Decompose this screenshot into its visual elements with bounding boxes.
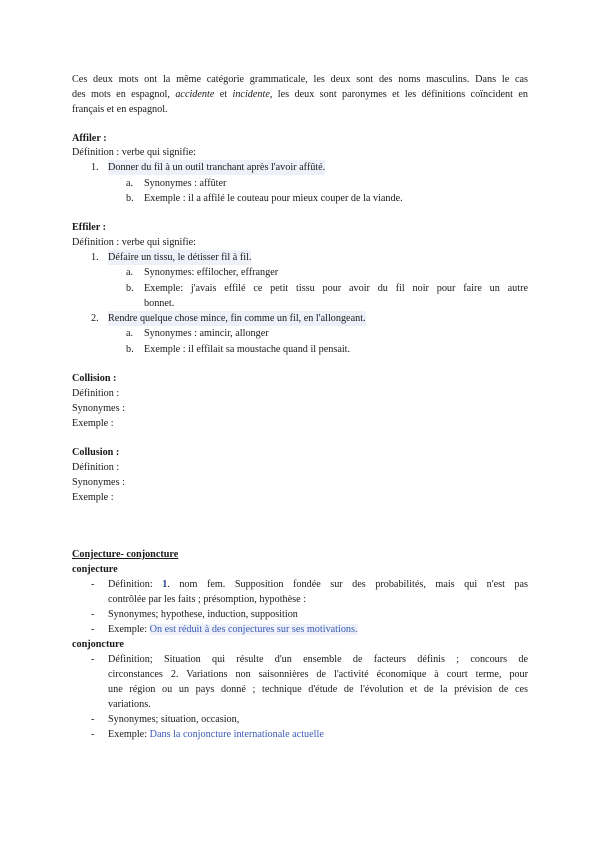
effiler-item-2-num: 2.: [91, 313, 99, 324]
conjecture-example-label: Exemple:: [108, 624, 150, 635]
intro-line-2b: et: [214, 89, 233, 100]
conjoncture-def-dash: -: [91, 654, 95, 665]
effiler-sub-1a-letter: a.: [126, 267, 134, 278]
collusion-synonyms: Synonymes :: [72, 477, 125, 488]
conjecture-example: [108, 622, 358, 637]
effiler-sub-2b-text: Exemple : il effilait sa moustache quand il pensait.: [144, 344, 351, 355]
conjecture-example-text: On est réduit à des conjectures sur ses motivations.: [149, 624, 358, 635]
conjoncture-example-text: Dans la conjoncture internationale actuelle: [149, 729, 324, 740]
effiler-item-2-text: Rendre quelque chose mince, fin comme un fil, en l'allongeant.: [108, 313, 366, 324]
effiler-item-1-num: 1.: [91, 252, 99, 263]
effiler-sub-2a-letter: a.: [126, 328, 134, 339]
conjoncture-syn-dash: -: [91, 714, 95, 725]
conjoncture-example: [108, 727, 324, 742]
affiler-sub-a-letter: a.: [126, 178, 134, 189]
conjoncture-ex-dash: -: [91, 729, 95, 740]
effiler-title: Effiler :: [72, 222, 107, 233]
collusion-example: Exemple :: [72, 492, 114, 503]
intro-word-accidente: accidente: [175, 89, 215, 100]
conjecture-synonyms: Synonymes; hypothese, induction, supposition: [108, 609, 298, 620]
effiler-item-1-text: Défaire un tissu, le détisser fil à fil.: [108, 252, 252, 263]
effiler-sub-1a-text: Synonymes: effilocher, effranger: [144, 267, 279, 278]
conjoncture-def-line-4: variations.: [108, 699, 151, 710]
conjoncture-def-line-2: circonstances 2. Variations non saisonnières de l'activité économique à court terme, pour: [108, 669, 528, 680]
affiler-sub-b-text: Exemple : il a affilé le couteau pour mieux couper de la viande.: [144, 193, 403, 204]
collusion-definition: Définition :: [72, 462, 120, 473]
conjecture-syn-dash: -: [91, 609, 95, 620]
effiler-sub-2a-text: Synonymes : amincir, allonger: [144, 328, 269, 339]
conjoncture-def-line-3: une région ou un pays donné ; technique d'étude de l'évolution et de la prévision de ces: [108, 684, 528, 695]
conjecture-def-line-1: [108, 577, 528, 592]
conjecture-section-title: Conjecture- conjoncture: [72, 549, 179, 560]
conjecture-def-label: Définition:: [108, 579, 163, 590]
affiler-sub-a-text: Synonymes : affûter: [144, 178, 227, 189]
conjecture-def-text-1: . nom fem. Supposition fondée sur des probabilités, mais qui n'est pas: [167, 579, 528, 590]
intro-line-3: français et en espagnol.: [72, 104, 168, 115]
intro-line-2c: , les deux sont paronymes et les définitions coïncident en: [269, 89, 528, 100]
conjecture-def-number: 1: [162, 579, 168, 590]
conjecture-def-dash: -: [91, 579, 95, 590]
affiler-title: Affiler :: [72, 133, 107, 144]
conjecture-heading: conjecture: [72, 564, 118, 575]
affiler-item-1-num: 1.: [91, 162, 99, 173]
intro-line-2a: des mots en espagnol,: [72, 89, 176, 100]
effiler-definition-label: Définition : verbe qui signifie:: [72, 237, 196, 248]
collision-title: Collision :: [72, 373, 117, 384]
conjoncture-synonyms: Synonymes; situation, occasion,: [108, 714, 240, 725]
effiler-sub-1b-cont: bonnet.: [144, 298, 175, 309]
conjoncture-def-line-1: Définition; Situation qui résulte d'un ensemble de facteurs définis ; concours de: [108, 654, 528, 665]
affiler-sub-b-letter: b.: [126, 193, 134, 204]
effiler-sub-1b-text: Exemple: j'avais effilé ce petit tissu pour avoir du fil noir pour faire un autre: [144, 283, 528, 294]
intro-line-1: Ces deux mots ont la même catégorie grammaticale, les deux sont des noms masculins. Dans le cas: [72, 74, 528, 85]
collision-synonyms: Synonymes :: [72, 403, 125, 414]
affiler-item-1-text: Donner du fil à un outil tranchant après l'avoir affûté.: [108, 162, 326, 173]
conjoncture-heading: conjoncture: [72, 639, 124, 650]
affiler-definition-label: Définition : verbe qui signifie:: [72, 147, 196, 158]
collusion-title: Collusion :: [72, 447, 120, 458]
collision-example: Exemple :: [72, 418, 114, 429]
collision-definition: Définition :: [72, 388, 120, 399]
conjecture-def-line-2: contrôlée par les faits ; présomption, hypothèse :: [108, 594, 307, 605]
effiler-sub-1b-letter: b.: [126, 283, 134, 294]
intro-line-2: [72, 87, 528, 102]
conjecture-ex-dash: -: [91, 624, 95, 635]
effiler-sub-2b-letter: b.: [126, 344, 134, 355]
conjoncture-example-label: Exemple:: [108, 729, 150, 740]
intro-word-incidente: incidente: [232, 89, 270, 100]
